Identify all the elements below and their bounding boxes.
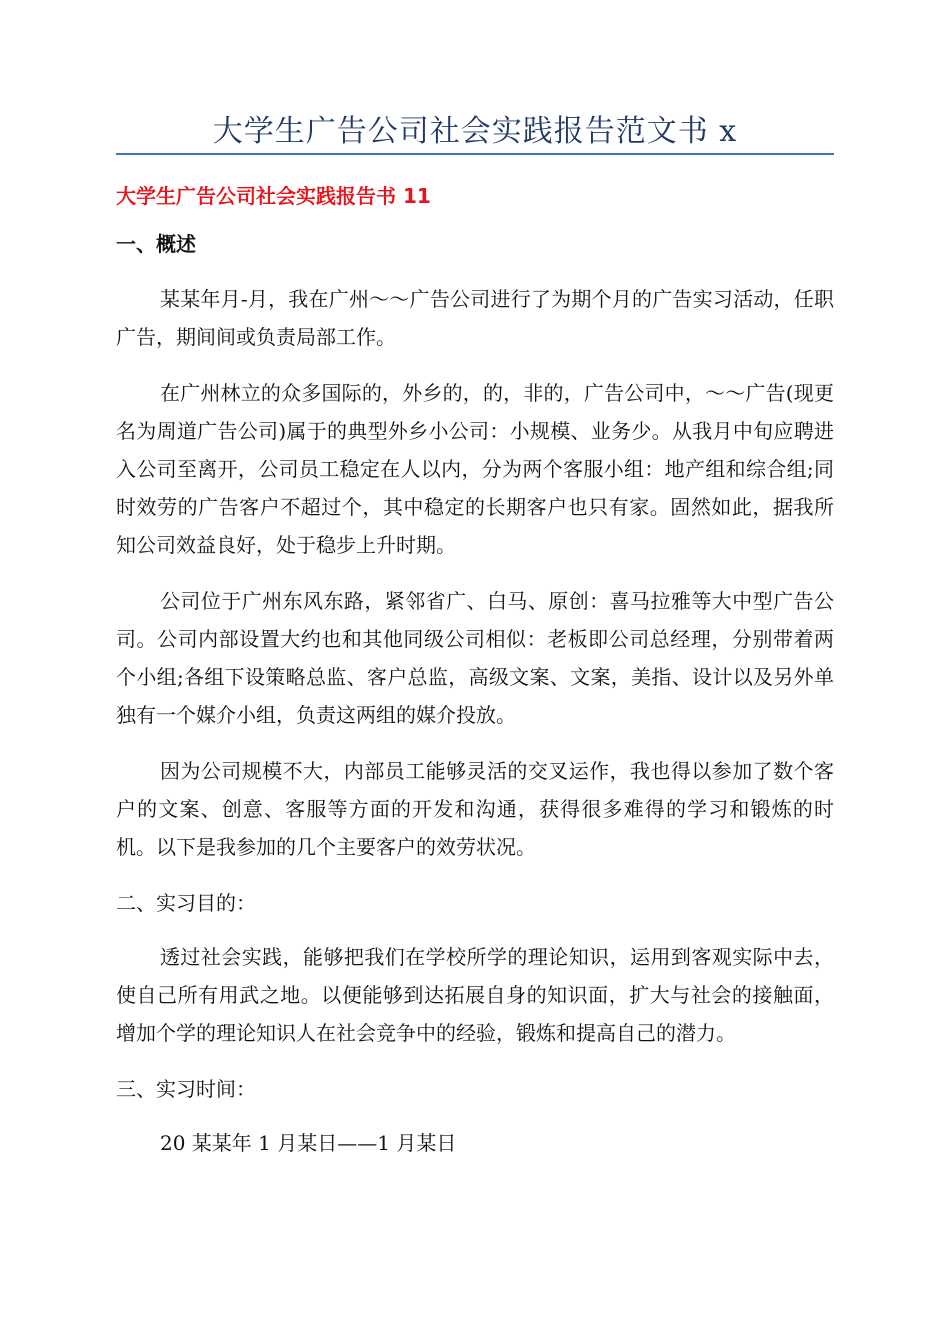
paragraph: 透过社会实践，能够把我们在学校所学的理论知识，运用到客观实际中去，使自己所有用武之地。以便能够到达拓展自身的知识面，扩大与社会的接触面，增加个学的理论知识人在社会竞争中的经验，锻炼和提高自己的潜力。 [116,945,834,1045]
paragraph: 因为公司规模不大，内部员工能够灵活的交叉运作，我也得以参加了数个客户的文案、创意、客服等方面的开发和沟通，获得很多难得的学习和锻炼的时机。以下是我参加的几个主要客户的效劳状况。 [116,759,834,859]
title-underline [116,153,834,155]
paragraph: 在广州林立的众多国际的，外乡的，的，非的，广告公司中，～～广告(现更名为周道广告公司)属于的典型外乡小公司：小规模、业务少。从我月中旬应聘进入公司至离开，公司员工稳定在人以内，分为两个客服小组：地产组和综合组;同时效劳的广告客户不超过个，其中稳定的长期客户也只有家。固然如此，据我所知公司效益良好，处于稳步上升时期。 [116,381,834,557]
section-heading-overview: 一、概述 [116,232,196,256]
document-body [116,176,834,1180]
report-subtitle: 大学生广告公司社会实践报告书 11 [116,184,431,208]
document-title: 大学生广告公司社会实践报告范文书 x [212,114,738,149]
paragraph-date-range: 20 某某年 1 月某日——1 月某日 [160,1131,457,1155]
section-heading-time: 三、实习时间： [116,1077,256,1101]
paragraph: 某某年月-月，我在广州～～广告公司进行了为期个月的广告实习活动，任职广告，期间间或负责局部工作。 [116,287,834,349]
section-heading-purpose: 二、实习目的： [116,891,256,915]
paragraph: 公司位于广州东风东路，紧邻省广、白马、原创：喜马拉雅等大中型广告公司。公司内部设置大约也和其他同级公司相似：老板即公司总经理，分别带着两个小组;各组下设策略总监、客户总监，高级文案、文案，美指、设计以及另外单独有一个媒介小组，负责这两组的媒介投放。 [116,589,834,727]
